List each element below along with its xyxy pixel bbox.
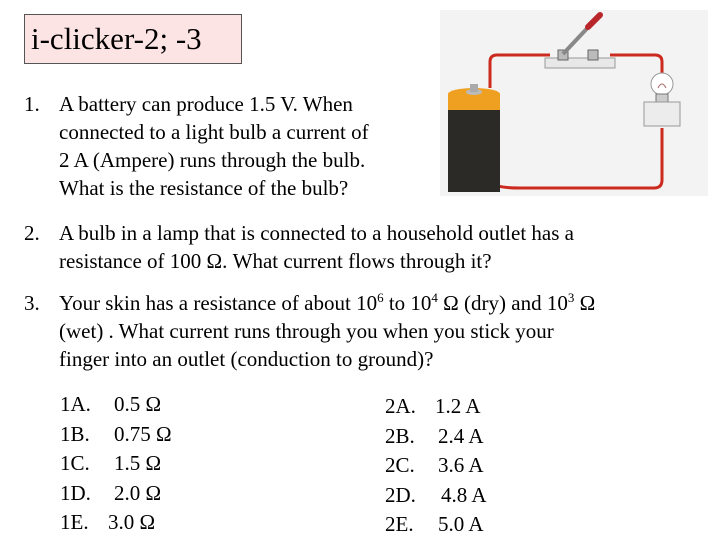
answer-label: 1D. [60,480,91,505]
answer-label: 2C. [385,453,415,477]
answer-value: 1.2 A [435,394,481,418]
question-line: 2 A (Ampere) runs through the bulb. [59,148,366,172]
text-part: to 10 [383,291,432,315]
text-part: Ω [574,291,596,315]
answer-option[interactable] [385,510,525,540]
question-3 [24,289,704,373]
question-number: 2. [24,221,40,245]
text-part: Your skin has a resistance of about 10 [59,291,378,315]
answer-label: 1B. [60,421,90,446]
exponent: 6 [377,290,384,305]
answer-value: 5.0 A [438,512,484,536]
answer-label: 1C. [60,451,90,475]
answer-label: 2A. [385,394,416,418]
answer-option[interactable] [385,451,525,481]
answer-list-q1 [60,390,220,538]
question-line: resistance of 100 Ω. What current flows through it? [59,249,492,273]
answer-label: 1E. [60,510,89,534]
question-line: (wet) . What current runs through you when you stick your [59,319,554,343]
answer-value: 4.8 A [441,482,487,507]
question-1 [24,90,424,202]
answer-option[interactable] [60,449,220,479]
answer-label: 2E. [385,512,414,536]
answer-option[interactable] [60,420,220,450]
question-line: A battery can produce 1.5 V. When [59,92,353,116]
answer-value: 2.4 A [438,423,484,448]
question-number: 3. [24,291,40,315]
answer-value: 0.75 Ω [114,421,172,446]
answer-value: 1.5 Ω [114,451,162,475]
answer-option[interactable] [385,422,525,452]
question-number: 1. [24,92,40,116]
answer-label: 2B. [385,423,415,448]
text-part: Ω (dry) and 10 [437,291,568,315]
question-line: connected to a light bulb a current of [59,120,369,144]
title-box [24,14,242,64]
answer-value: 2.0 Ω [114,480,162,505]
answer-option[interactable] [60,390,220,420]
answer-label: 2D. [385,482,416,507]
question-line: finger into an outlet (conduction to ground)? [59,347,434,371]
answer-label: 1A. [60,392,91,416]
answer-value: 3.6 A [438,453,484,477]
answer-value: 0.5 Ω [114,392,162,416]
answer-list-q2 [385,392,525,540]
circuit-illustration [440,10,708,196]
answer-option[interactable] [385,392,525,422]
answer-value: 3.0 Ω [108,510,156,534]
question-line: What is the resistance of the bulb? [59,176,349,200]
exponent: 4 [431,290,438,305]
question-line: A bulb in a lamp that is connected to a household outlet has a [59,221,574,245]
slide-title: i-clicker-2; -3 [31,21,202,56]
question-2 [24,219,704,275]
answer-option[interactable] [385,481,525,511]
exponent: 3 [567,290,575,305]
answer-option[interactable] [60,479,220,509]
battery-icon [448,84,500,192]
question-line [59,289,704,317]
answer-option[interactable] [60,508,220,538]
